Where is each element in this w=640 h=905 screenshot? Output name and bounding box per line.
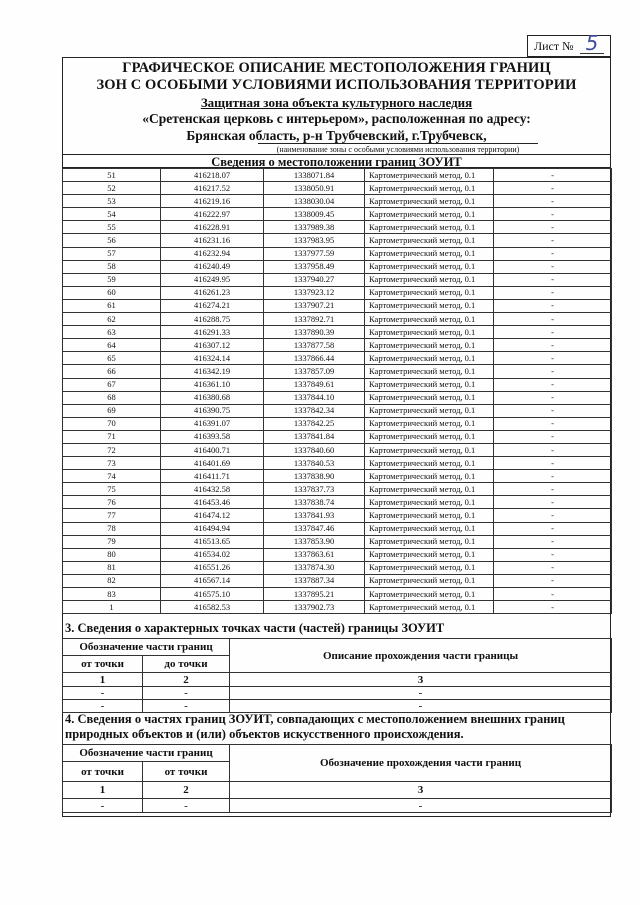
coord-x: 416432.58 [161,483,264,496]
method: Картометрический метод, 0.1 [365,417,494,430]
error-value: - [494,588,612,601]
title-line-1: ГРАФИЧЕСКОЕ ОПИСАНИЕ МЕСТОПОЛОЖЕНИЯ ГРАНИЦ [122,60,551,76]
coord-x: 416232.94 [161,247,264,260]
coord-y: 1337887.34 [264,574,365,587]
error-value: - [494,574,612,587]
coord-row [63,234,612,247]
coord-y: 1337890.39 [264,326,365,339]
s4-row-1-to: - [143,799,230,813]
coord-x: 416391.07 [161,417,264,430]
coordinates-table-body [63,169,612,614]
point-number: 59 [63,273,161,286]
point-number: 70 [63,417,161,430]
coord-row [63,404,612,417]
s4-row-1-from: - [63,799,143,813]
point-number: 63 [63,326,161,339]
coord-x: 416222.97 [161,208,264,221]
s3-row-2-desc: - [230,700,612,713]
section-3-title: 3. Сведения о характерных точках части (частей) границы ЗОУИТ [65,621,445,635]
coord-x: 416582.53 [161,601,264,614]
point-number: 61 [63,299,161,312]
point-number: 65 [63,352,161,365]
coord-y: 1337940.27 [264,273,365,286]
coord-x: 416217.52 [161,182,264,195]
coord-y: 1338050.91 [264,182,365,195]
s3-col-desc: Описание прохождения части границы [230,639,612,673]
coord-row [63,208,612,221]
coordinates-table [62,168,612,614]
point-number: 56 [63,234,161,247]
coord-row [63,548,612,561]
point-number: 78 [63,522,161,535]
coord-row [63,352,612,365]
s4-num-1: 1 [63,782,143,799]
zone-type: Защитная зона объекта культурного наследия [200,95,473,110]
method: Картометрический метод, 0.1 [365,378,494,391]
coord-row [63,247,612,260]
coord-x: 416324.14 [161,352,264,365]
point-number: 73 [63,457,161,470]
point-number: 81 [63,561,161,574]
sheet-number-box [527,30,611,57]
method: Картометрический метод, 0.1 [365,182,494,195]
coord-x: 416342.19 [161,365,264,378]
coord-x: 416274.21 [161,299,264,312]
coord-row [63,339,612,352]
error-value: - [494,260,612,273]
coord-x: 416575.10 [161,588,264,601]
coord-y: 1337866.44 [264,352,365,365]
error-value: - [494,286,612,299]
coord-row [63,509,612,522]
coord-y: 1338009.45 [264,208,365,221]
coord-row [63,496,612,509]
title-line-2: ЗОН С ОСОБЫМИ УСЛОВИЯМИ ИСПОЛЬЗОВАНИЯ ТЕРРИТОРИИ [96,77,577,93]
point-number: 69 [63,404,161,417]
error-value: - [494,522,612,535]
method: Картометрический метод, 0.1 [365,273,494,286]
method: Картометрический метод, 0.1 [365,470,494,483]
error-value: - [494,234,612,247]
coord-y: 1338071.84 [264,169,365,182]
coord-y: 1337989.38 [264,221,365,234]
point-number: 72 [63,443,161,456]
method: Картометрический метод, 0.1 [365,548,494,561]
method: Картометрический метод, 0.1 [365,588,494,601]
s4-col-group: Обозначение части границ [63,745,230,762]
point-number: 55 [63,221,161,234]
coord-row [63,391,612,404]
coord-y: 1337838.74 [264,496,365,509]
coord-y: 1337877.58 [264,339,365,352]
point-number: 67 [63,378,161,391]
coord-x: 416307.12 [161,339,264,352]
point-number: 53 [63,195,161,208]
error-value: - [494,430,612,443]
coord-row [63,313,612,326]
method: Картометрический метод, 0.1 [365,234,494,247]
method: Картометрический метод, 0.1 [365,601,494,614]
s3-row-2-to: - [143,700,230,713]
method: Картометрический метод, 0.1 [365,522,494,535]
method: Картометрический метод, 0.1 [365,443,494,456]
point-number: 62 [63,313,161,326]
coord-x: 416219.16 [161,195,264,208]
method: Картометрический метод, 0.1 [365,496,494,509]
coord-x: 416228.91 [161,221,264,234]
s4-num-3: 3 [230,782,612,799]
error-value: - [494,365,612,378]
coord-x: 416411.71 [161,470,264,483]
error-value: - [494,208,612,221]
error-value: - [494,470,612,483]
coord-x: 416288.75 [161,313,264,326]
coord-y: 1337844.10 [264,391,365,404]
method: Картометрический метод, 0.1 [365,574,494,587]
coord-row [63,588,612,601]
method: Картометрический метод, 0.1 [365,169,494,182]
s3-row-1-to: - [143,687,230,700]
error-value: - [494,417,612,430]
coord-y: 1337958.49 [264,260,365,273]
method: Картометрический метод, 0.1 [365,195,494,208]
coord-x: 416390.75 [161,404,264,417]
point-number: 57 [63,247,161,260]
coord-row [63,299,612,312]
s3-num-3: 3 [230,673,612,687]
method: Картометрический метод, 0.1 [365,313,494,326]
s3-col-from: от точки [63,656,143,673]
coord-y: 1337892.71 [264,313,365,326]
object-name: «Сретенская церковь с интерьером», расположенная по адресу: [142,111,531,126]
coord-x: 416513.65 [161,535,264,548]
coord-y: 1337907.21 [264,299,365,312]
coord-x: 416249.95 [161,273,264,286]
coord-y: 1337837.73 [264,483,365,496]
coord-row [63,378,612,391]
coord-x: 416261.23 [161,286,264,299]
coord-y: 1337983.95 [264,234,365,247]
coord-x: 416453.46 [161,496,264,509]
point-number: 66 [63,365,161,378]
coord-row [63,286,612,299]
coord-x: 416534.02 [161,548,264,561]
coord-x: 416361.10 [161,378,264,391]
coord-x: 416401.69 [161,457,264,470]
method: Картометрический метод, 0.1 [365,208,494,221]
zone-caption: (наименование зоны с особыми условиями использования территории) [258,143,538,154]
error-value: - [494,457,612,470]
coord-row [63,221,612,234]
address: Брянская область, р-н Трубчевский, г.Трубчевск, [186,128,487,143]
coord-row [63,470,612,483]
method: Картометрический метод, 0.1 [365,247,494,260]
coord-row [63,443,612,456]
coord-y: 1337847.46 [264,522,365,535]
point-number: 71 [63,430,161,443]
error-value: - [494,443,612,456]
s4-row-1-desc: - [230,799,612,813]
coord-x: 416240.49 [161,260,264,273]
coord-y: 1337840.53 [264,457,365,470]
document-title [62,60,611,94]
coord-x: 416400.71 [161,443,264,456]
error-value: - [494,352,612,365]
error-value: - [494,273,612,286]
point-number: 58 [63,260,161,273]
error-value: - [494,561,612,574]
error-value: - [494,601,612,614]
coord-y: 1338030.04 [264,195,365,208]
method: Картометрический метод, 0.1 [365,391,494,404]
coord-y: 1337840.60 [264,443,365,456]
method: Картометрический метод, 0.1 [365,326,494,339]
coord-row [63,365,612,378]
coord-y: 1337857.09 [264,365,365,378]
error-value: - [494,326,612,339]
coord-x: 416393.58 [161,430,264,443]
coord-row [63,182,612,195]
coord-y: 1337902.73 [264,601,365,614]
section-4-title: 4. Сведения о частях границ ЗОУИТ, совпадающих с местоположением внешних границ природных объектов и (или) объектов искусственного происхождения. [65,712,565,741]
point-number: 82 [63,574,161,587]
method: Картометрический метод, 0.1 [365,509,494,522]
error-value: - [494,182,612,195]
coord-x: 416218.07 [161,169,264,182]
method: Картометрический метод, 0.1 [365,286,494,299]
coord-y: 1337874.30 [264,561,365,574]
point-number: 64 [63,339,161,352]
coord-y: 1337895.21 [264,588,365,601]
coord-row [63,535,612,548]
coord-y: 1337977.59 [264,247,365,260]
coords-section-title: Сведения о местоположении границ ЗОУИТ [62,154,611,168]
coord-y: 1337853.90 [264,535,365,548]
method: Картометрический метод, 0.1 [365,430,494,443]
s3-row-1-desc: - [230,687,612,700]
error-value: - [494,313,612,326]
coord-y: 1337849.61 [264,378,365,391]
coord-row [63,260,612,273]
method: Картометрический метод, 0.1 [365,561,494,574]
coord-row [63,195,612,208]
error-value: - [494,483,612,496]
error-value: - [494,195,612,208]
coord-x: 416291.33 [161,326,264,339]
s3-col-to: до точки [143,656,230,673]
coord-row [63,561,612,574]
method: Картометрический метод, 0.1 [365,535,494,548]
coord-row [63,417,612,430]
method: Картометрический метод, 0.1 [365,299,494,312]
point-number: 68 [63,391,161,404]
coord-row [63,601,612,614]
section-3-table [62,638,612,713]
point-number: 83 [63,588,161,601]
s3-num-2: 2 [143,673,230,687]
coord-x: 416551.26 [161,561,264,574]
method: Картометрический метод, 0.1 [365,221,494,234]
coord-y: 1337841.93 [264,509,365,522]
sheet-number: 5 [580,33,605,54]
method: Картометрический метод, 0.1 [365,365,494,378]
section-4-table [62,744,612,813]
error-value: - [494,247,612,260]
method: Картометрический метод, 0.1 [365,457,494,470]
coord-x: 416567.14 [161,574,264,587]
coord-y: 1337842.34 [264,404,365,417]
point-number: 54 [63,208,161,221]
s3-col-group: Обозначение части границ [63,639,230,656]
error-value: - [494,221,612,234]
coord-y: 1337838.90 [264,470,365,483]
coord-y: 1337923.12 [264,286,365,299]
sheet-label: Лист № [534,38,574,53]
coord-row [63,430,612,443]
s4-col-desc: Обозначение прохождения части границ [230,745,612,782]
point-number: 76 [63,496,161,509]
coord-y: 1337842.25 [264,417,365,430]
method: Картометрический метод, 0.1 [365,483,494,496]
point-number: 80 [63,548,161,561]
error-value: - [494,535,612,548]
s4-col-from: от точки [63,762,143,782]
coord-x: 416474.12 [161,509,264,522]
coord-row [63,169,612,182]
coord-y: 1337841.84 [264,430,365,443]
point-number: 51 [63,169,161,182]
coord-row [63,522,612,535]
coord-x: 416494.94 [161,522,264,535]
point-number: 74 [63,470,161,483]
error-value: - [494,404,612,417]
s3-row-2-from: - [63,700,143,713]
s4-num-2: 2 [143,782,230,799]
point-number: 52 [63,182,161,195]
error-value: - [494,509,612,522]
s3-num-1: 1 [63,673,143,687]
method: Картометрический метод, 0.1 [365,260,494,273]
error-value: - [494,391,612,404]
error-value: - [494,339,612,352]
coord-row [63,457,612,470]
error-value: - [494,496,612,509]
coord-x: 416380.68 [161,391,264,404]
error-value: - [494,548,612,561]
s3-row-1-from: - [63,687,143,700]
error-value: - [494,169,612,182]
point-number: 77 [63,509,161,522]
coord-y: 1337863.61 [264,548,365,561]
method: Картометрический метод, 0.1 [365,352,494,365]
coord-x: 416231.16 [161,234,264,247]
error-value: - [494,378,612,391]
coord-row [63,574,612,587]
method: Картометрический метод, 0.1 [365,339,494,352]
coord-row [63,273,612,286]
s4-col-to: от точки [143,762,230,782]
point-number: 79 [63,535,161,548]
point-number: 60 [63,286,161,299]
error-value: - [494,299,612,312]
coord-row [63,483,612,496]
point-number: 1 [63,601,161,614]
method: Картометрический метод, 0.1 [365,404,494,417]
coord-row [63,326,612,339]
point-number: 75 [63,483,161,496]
